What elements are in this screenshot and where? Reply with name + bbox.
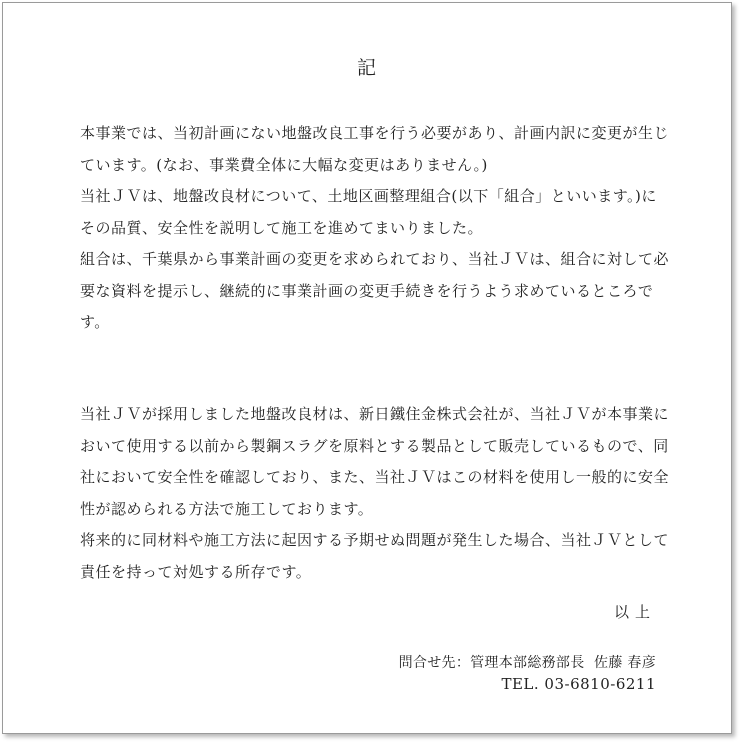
- paragraph-two: [80, 399, 672, 588]
- document-frame: [2, 2, 732, 734]
- document-title: 記: [356, 57, 377, 79]
- contact-person: [399, 652, 656, 672]
- paragraph-two-text: 当社ＪＶが採用しました地盤改良材は、新日鐵住金株式会社が、当社ＪＶが本事業において使用する以前から製鋼スラグを原料とする製品として販売しているもので、同社において安全性を確認しており、また、当社ＪＶはこの材料を使用し一般的に安全性が認められる方法で施工しております。 将来的に同材料や施工方法に起因する予期せぬ問題が発生した場合、当社ＪＶとして責任を持って対処する所存です。: [80, 405, 670, 581]
- contact-label: 問合せ先：: [398, 655, 471, 671]
- paragraph-one: [80, 118, 672, 339]
- contact-tel: TEL. 03-6810-6211: [501, 675, 656, 693]
- contact-department: 管理本部総務部長: [470, 655, 585, 671]
- closing-mark: 以上: [613, 603, 656, 621]
- contact-name: 佐藤 春彦: [594, 655, 656, 671]
- paragraph-one-text: 本事業では、当初計画にない地盤改良工事を行う必要があり、計画内訳に変更が生じています。(なお、事業費全体に大幅な変更はありません。) 当社ＪＶは、地盤改良材について、土地区画整理組合(以下「組合」といいます。)にその品質、安全性を説明して施工を進めてまいりました。 組合は、千葉県から事業計画の変更を求められており、当社ＪＶは、組合に対して必要な資料を提示し、継続的に事業計画の変更手続きを行うよう求めているところです。: [80, 124, 670, 331]
